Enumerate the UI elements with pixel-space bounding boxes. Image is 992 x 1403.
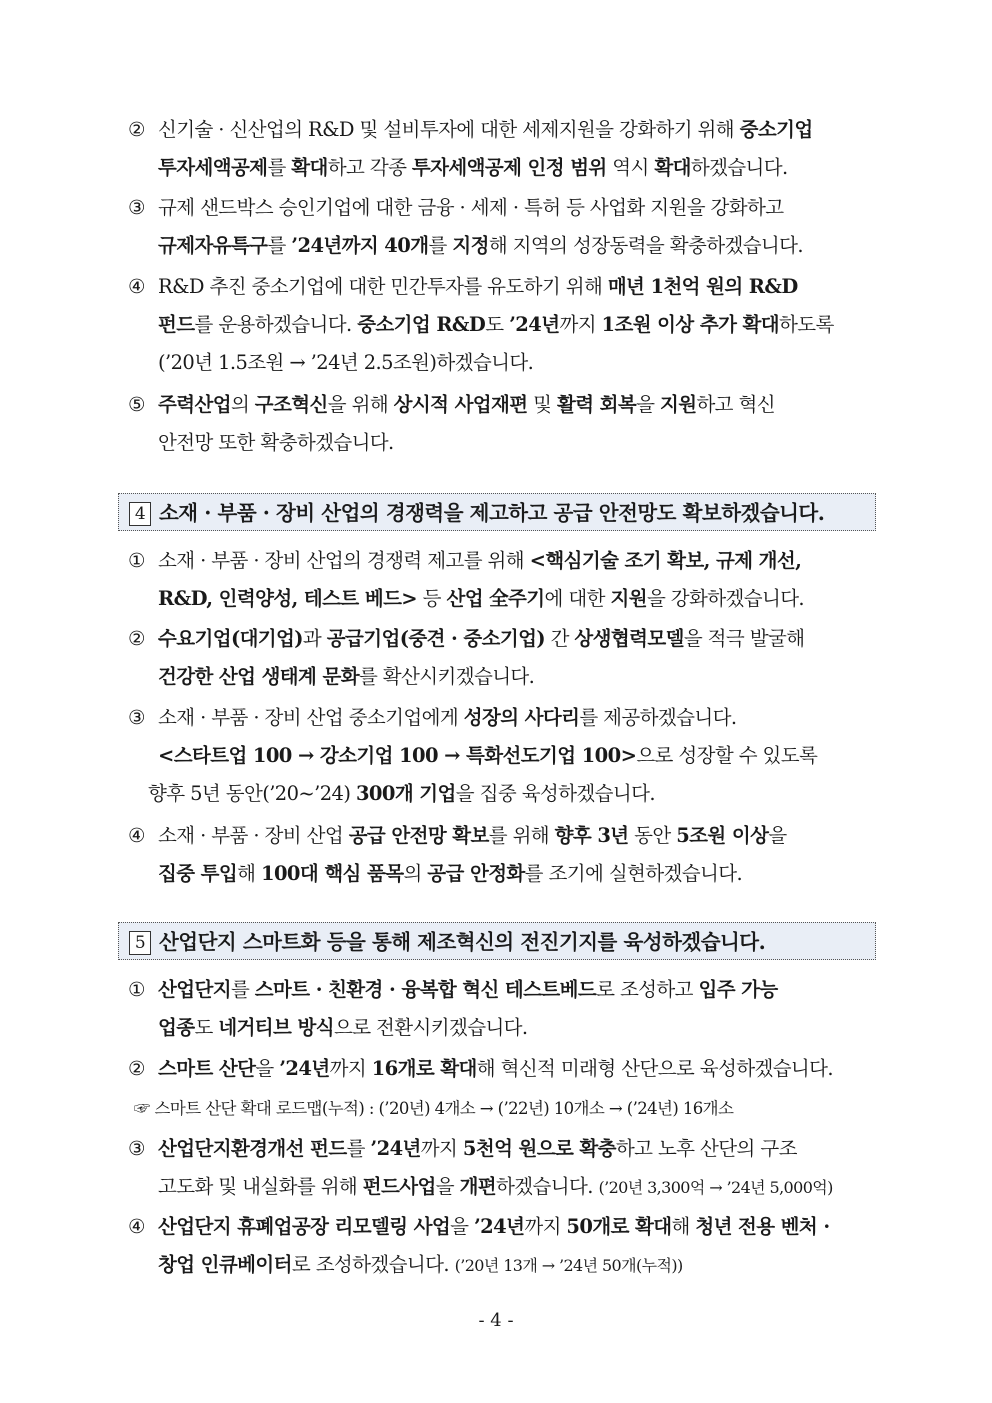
list-item: ③ 규제 샌드박스 승인기업에 대한 금융 · 세제 · 특허 등 사업화 지원을 강화하고 규제자유특구를 ’24년까지 40개를 지정해 지역의 성장동력을 확충하겠습니다. (128, 189, 878, 265)
item-number: ② (128, 627, 145, 650)
section-heading (118, 922, 876, 960)
item-number: ③ (128, 706, 145, 729)
list-item: ① 소재 · 부품 · 장비 산업의 경쟁력 제고를 위해 <핵심기술 조기 확보, 규제 개선, R&D, 인력양성, 테스트 베드> 등 산업 全주기에 대한 지원을 강화하겠습니다. (128, 542, 878, 618)
list-item: ⑤ 주력산업의 구조혁신을 위해 상시적 사업재편 및 활력 회복을 지원하고 혁신 안전망 또한 확충하겠습니다. (128, 386, 878, 462)
list-item: ③ 소재 · 부품 · 장비 산업 중소기업에게 성장의 사다리를 제공하겠습니다. <스타트업 100 → 강소기업 100 → 특화선도기업 100>으로 성장할 수 있도록 향후 5년 동안(’20~’24) 300개 기업을 집중 육성하겠습니다. (128, 699, 878, 813)
section-title: 산업단지 스마트화 등을 통해 제조혁신의 전진기지를 육성하겠습니다. (159, 930, 766, 954)
item-number: ④ (128, 275, 145, 298)
section-title: 소재 · 부품 · 장비 산업의 경쟁력을 제고하고 공급 안전망도 확보하겠습니다. (159, 501, 825, 525)
item-number: ② (128, 1057, 145, 1080)
item-number: ① (128, 549, 145, 572)
item-number: ③ (128, 196, 145, 219)
section-number: 5 (129, 931, 151, 955)
list-item: ② 신기술 · 신산업의 R&D 및 설비투자에 대한 세제지원을 강화하기 위해 중소기업 투자세액공제를 확대하고 각종 투자세액공제 인정 범위 역시 확대하겠습니다. (128, 111, 878, 187)
item-number: ④ (128, 824, 145, 847)
item-number: ④ (128, 1215, 145, 1238)
list-item: ④ 산업단지 휴폐업공장 리모델링 사업을 ’24년까지 50개로 확대해 청년 전용 벤처 · 창업 인큐베이터로 조성하겠습니다. (’20년 13개 → ’24년 50개(누적)) (128, 1208, 878, 1285)
item-number: ① (128, 978, 145, 1001)
item-number: ② (128, 118, 145, 141)
item-number: ③ (128, 1137, 145, 1160)
list-item: ② 스마트 산단을 ’24년까지 16개로 확대해 혁신적 미래형 산단으로 육성하겠습니다. (128, 1050, 878, 1088)
section-heading (118, 493, 876, 531)
section-number: 4 (129, 502, 151, 526)
item-number: ⑤ (128, 393, 145, 416)
list-item: ④ 소재 · 부품 · 장비 산업 공급 안전망 확보를 위해 향후 3년 동안 5조원 이상을 집중 투입해 100대 핵심 품목의 공급 안정화를 조기에 실현하겠습니다. (128, 817, 878, 893)
list-item: ④ R&D 추진 중소기업에 대한 민간투자를 유도하기 위해 매년 1천억 원의 R&D 펀드를 운용하겠습니다. 중소기업 R&D도 ’24년까지 1조원 이상 추가 확대하도록 (’20년 1.5조원 → ’24년 2.5조원)하겠습니다. (128, 268, 878, 382)
roadmap-note: ☞ 스마트 산단 확대 로드맵(누적) : (’20년) 4개소 → (’22년) 10개소 → (’24년) 16개소 (134, 1099, 734, 1118)
list-item: ② 수요기업(대기업)과 공급기업(중견 · 중소기업) 간 상생협력모델을 적극 발굴해 건강한 산업 생태계 문화를 확산시키겠습니다. (128, 620, 878, 696)
page-number: - 4 - (478, 1310, 514, 1331)
list-item: ③ 산업단지환경개선 펀드를 ’24년까지 5천억 원으로 확충하고 노후 산단의 구조 고도화 및 내실화를 위해 펀드사업을 개편하겠습니다. (’20년 3,300억 → ’24년 5,000억) (128, 1130, 878, 1207)
list-item: ① 산업단지를 스마트 · 친환경 · 융복합 혁신 테스트베드로 조성하고 입주 가능 업종도 네거티브 방식으로 전환시키겠습니다. (128, 971, 878, 1047)
